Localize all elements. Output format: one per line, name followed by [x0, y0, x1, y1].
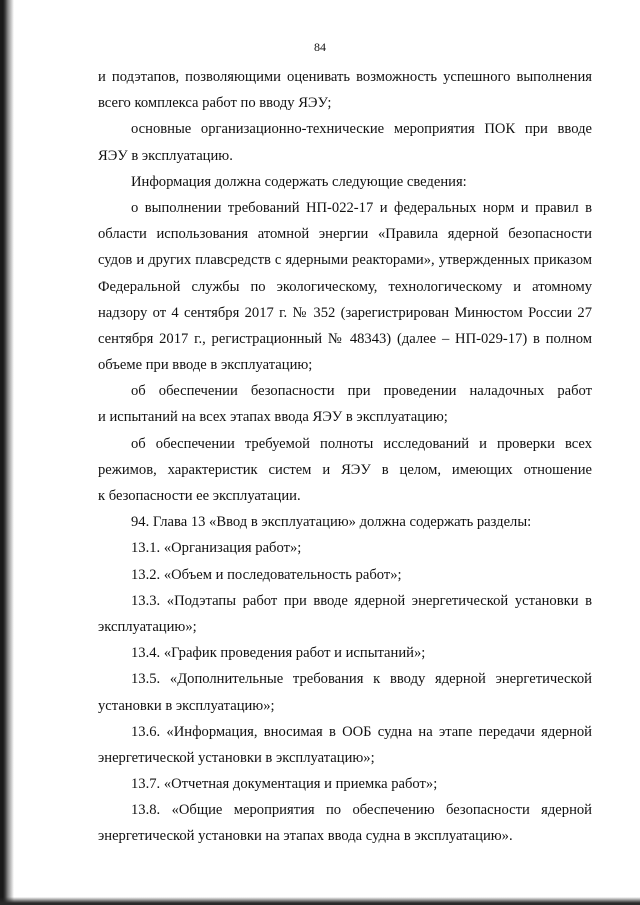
text-line: об обеспечении требуемой полноты исследований и проверки всех [131, 435, 592, 452]
text-line: и испытаний на всех этапах ввода ЯЭУ в эксплуатацию; [98, 409, 448, 426]
text-line: ЯЭУ в эксплуатацию. [98, 147, 233, 164]
text-line: 13.7. «Отчетная документация и приемка работ»; [131, 776, 438, 793]
text-line: 94. Глава 13 «Ввод в эксплуатацию» должна содержать разделы: [131, 514, 532, 531]
text-line: 13.4. «График проведения работ и испытаний»; [131, 645, 426, 662]
text-line: к безопасности ее эксплуатации. [98, 488, 301, 504]
document-body [98, 64, 592, 850]
text-line: 13.5. «Дополнительные требования к вводу ядерной энергетической [131, 671, 592, 688]
text-line: энергетической установки в эксплуатацию»; [98, 749, 375, 766]
text-line: установки в эксплуатацию»; [98, 697, 275, 714]
text-line: и подэтапов, позволяющими оценивать возможность успешного выполнения [98, 69, 592, 85]
text-line: основные организационно-технические мероприятия ПОК при вводе [131, 121, 592, 138]
text-line: Информация должна содержать следующие сведения: [131, 173, 467, 190]
text-line: объеме при вводе в эксплуатацию; [98, 357, 313, 374]
text-line: энергетической установки на этапах ввода судна в эксплуатацию». [98, 828, 513, 845]
text-line: об обеспечении безопасности при проведении наладочных работ [131, 383, 592, 400]
text-line: о выполнении требований НП-022-17 и федеральных норм и правил в [131, 199, 592, 216]
scan-shadow-left [0, 0, 14, 905]
text-line: режимов, характеристик систем и ЯЭУ в целом, имеющих отношение [98, 461, 592, 478]
text-line: всего комплекса работ по вводу ЯЭУ; [98, 95, 332, 112]
page-number: 84 [314, 40, 326, 54]
text-line: судов и других плавсредств с ядерными реакторами», утвержденных приказом [98, 252, 592, 269]
text-line: 13.8. «Общие мероприятия по обеспечению безопасности ядерной [131, 802, 592, 819]
text-line: 13.2. «Объем и последовательность работ»; [131, 566, 402, 583]
text-line: 13.6. «Информация, вносимая в ООБ судна на этапе передачи ядерной [131, 723, 592, 740]
text-line: надзору от 4 сентября 2017 г. № 352 (зарегистрирован Минюстом России 27 [98, 304, 592, 321]
text-line: 13.1. «Организация работ»; [131, 540, 302, 557]
text-line: Федеральной службы по экологическому, технологическому и атомному [98, 278, 592, 295]
text-line: 13.3. «Подэтапы работ при вводе ядерной энергетической установки в [131, 592, 592, 609]
scan-shadow-bottom [0, 897, 640, 905]
text-line: эксплуатацию»; [98, 618, 197, 635]
text-line: области использования атомной энергии «Правила ядерной безопасности [98, 226, 592, 243]
text-line: сентября 2017 г., регистрационный № 48343) (далее – НП-029-17) в полном [98, 330, 592, 347]
